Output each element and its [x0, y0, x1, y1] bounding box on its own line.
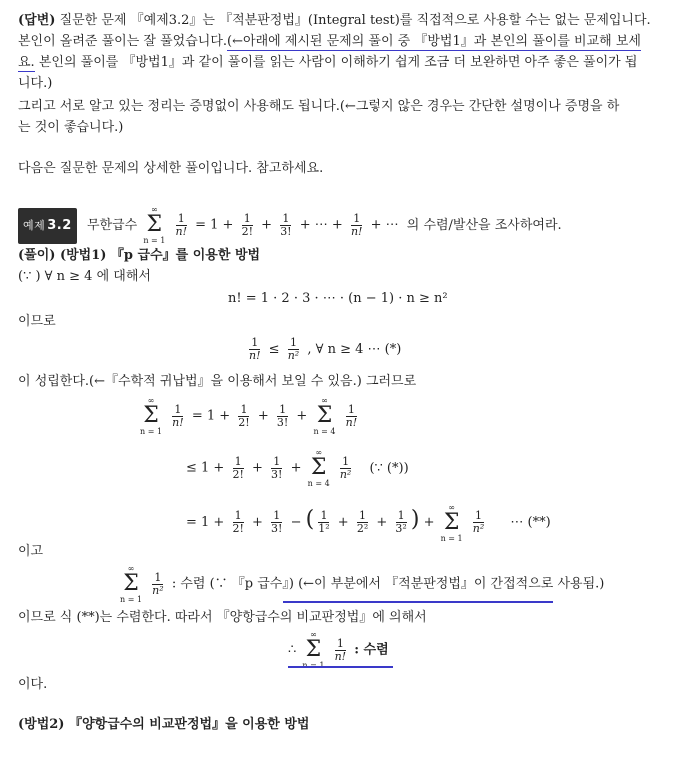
therefore-line: 이므로 식 (**)는 수렴한다. 따라서 『양항급수의 비교판정법』에 의해서	[18, 610, 427, 625]
convergence-note: (←이 부분에서 『적분판정법』이 간접적으로 사용됨.)	[298, 576, 605, 592]
factorial-inequality: n! = 1 · 2 · 3 · ⋯ · (n − 1) · n ≥ n²	[228, 291, 448, 306]
double-star-reference: ⋯ (**)	[510, 515, 551, 530]
holds-line: 이 성립한다.(←『수학적 귀납법』을 이용해서 보일 수 있음.) 그러므로	[18, 374, 417, 389]
star-reference: (∵ (*))	[369, 460, 409, 476]
sum-expansion-2: ≤ 1 + $\frac{1}{2!}$ + $\frac{1}{3!}$ + ∞ Σ n = 4 $\frac{1}{\text{n²}}$ (∵ (*))	[186, 448, 409, 488]
answer-line-2	[18, 33, 641, 51]
final-word: 이다.	[18, 677, 48, 692]
fraction: $\frac{1}{3!}$	[280, 211, 292, 238]
answer-line-1	[18, 12, 651, 30]
answer-line-3	[18, 54, 637, 72]
key-inequality: $\frac{1}{n!}$ ≤ $\frac{1}{\text{n²}}$ , ∀ n ≥ 4 ⋯ (*)	[249, 336, 402, 362]
answer-text-2a: 본인이 올려준 풀이는 잘 풀었습니다.	[18, 34, 228, 49]
fraction: $\frac{1}{n!}$	[172, 402, 184, 429]
final-result: ∴ ∞ Σ $\frac{1}{n!}$ : 수렴	[288, 630, 389, 671]
final-underline	[288, 666, 393, 668]
and-word: 이고	[18, 544, 44, 559]
therefore-word: 이므로	[18, 314, 56, 329]
method2-header: (방법2) 『양항급수의 비교판정법』을 이용한 방법	[18, 717, 310, 732]
fraction: $\frac{1}{n!}$	[334, 636, 347, 663]
solution-header: (풀이) (방법1) 『p 급수』를 이용한 방법	[18, 248, 261, 263]
fraction: $\frac{1}{2!}$	[232, 454, 244, 481]
answer-text-1: 질문한 문제 『예제3.2』는 『적분판정법』(Integral test)를 직접적으로 사용할 수는 없는 문제입니다.	[59, 13, 651, 28]
note-underline	[283, 601, 553, 603]
fraction: $\frac{1}{n!}$	[175, 211, 187, 238]
sum-symbol: ∞ Σ n = 4	[313, 396, 336, 436]
sum-symbol: ∞ Σ	[305, 630, 322, 662]
answer-line-7: 다음은 질문한 문제의 상세한 풀이입니다. 참고하세요.	[18, 161, 324, 176]
answer-line-4: 니다.)	[18, 76, 53, 91]
answer-text-3b: 본인의 풀이를 『방법1』과 같이 풀이를 읽는 사람이 이해하기 쉽게 조금 더 보완하면 아주 좋은 풀이가 됩	[34, 55, 638, 70]
fraction: $\frac{1}{\text{3²}}$	[395, 509, 407, 535]
sum-symbol: ∞ Σ n = 1	[440, 502, 463, 543]
example-lead: 무한급수	[86, 217, 138, 233]
fraction: $\frac{1}{\text{n²}}$	[287, 336, 300, 362]
fraction: $\frac{1}{\text{n²}}$	[472, 509, 485, 535]
fraction: $\frac{1}{n!}$	[249, 336, 261, 362]
sum-expansion-1: ∞ Σ n = 1 $\frac{1}{n!}$ = 1 + $\frac{1}{2!}$ + $\frac{1}{3!}$ + ∞ Σ n = 4 $\frac{1}{n!}$	[140, 396, 358, 436]
fraction: $\frac{1}{3!}$	[271, 509, 283, 535]
p-series-line	[118, 564, 604, 605]
sum-symbol: ∞ Σ n = 1	[143, 205, 166, 245]
fraction: $\frac{1}{\text{2²}}$	[356, 509, 369, 535]
answer-line-5: 그리고 서로 알고 있는 정리는 증명없이 사용해도 됩니다.(←그렇지 않은 경우는 간단한 설명이나 증명을 하	[18, 99, 620, 114]
fraction: $\frac{1}{\text{n²}}$	[152, 570, 164, 597]
fraction: $\frac{1}{2!}$	[238, 402, 250, 429]
example-badge: 예제 3.2	[18, 208, 77, 244]
fraction: $\frac{1}{\text{n²}}$	[339, 454, 352, 481]
sum-symbol: ∞ Σ n = 1	[120, 564, 143, 604]
fraction: $\frac{1}{3!}$	[276, 402, 289, 429]
fraction: $\frac{1}{2!}$	[241, 211, 254, 238]
sum-expansion-3: = 1 + $\frac{1}{2!}$ + $\frac{1}{3!}$ − ( $\frac{1}{\text{1²}}$ + $\frac{1}{\text{2²}}$ + $\frac{1}{\text{3²}}$ ) + ∞ Σ n = 1 $\frac{1}{\text{n²}}$ ⋯ (**)	[186, 502, 551, 543]
fraction: $\frac{1}{3!}$	[271, 454, 283, 481]
answer-line-6: 는 것이 좋습니다.)	[18, 120, 124, 135]
example-tail: 의 수렴/발산을 조사하여라.	[406, 217, 562, 233]
convergence-text: : 수렴 (∵ 『p 급수』)	[171, 576, 294, 592]
sum-symbol: ∞ Σ n = 4	[307, 448, 330, 488]
fraction: $\frac{1}{\text{1²}}$	[318, 509, 330, 535]
answer-text-3a: 요.	[18, 55, 35, 70]
final-convergence: : 수렴	[354, 642, 389, 658]
fraction: $\frac{1}{2!}$	[232, 509, 244, 535]
fraction: $\frac{1}{n!}$	[345, 402, 358, 429]
answer-text-2b: (←아래에 제시된 문제의 풀이 중 『방법1』과 본인의 풀이를 비교해 보세	[227, 34, 641, 49]
sum-symbol: ∞ Σ n = 1	[140, 396, 163, 436]
example-problem: 예제 3.2 무한급수 ∞ Σ n = 1 $\frac{1}{n!}$ = 1 + $\frac{1}{2!}$ + $\frac{1}{3!}$ + ⋯ + $\frac{1}{n!}$ + ⋯ 의 수렴/발산을 조사하여라.	[18, 205, 562, 245]
because-line: (∵ ) ∀ n ≥ 4 에 대해서	[18, 269, 151, 284]
answer-label: (답변)	[18, 13, 56, 28]
fraction: $\frac{1}{n!}$	[350, 211, 363, 238]
inequality-tail: , ∀ n ≥ 4 ⋯ (*)	[307, 342, 402, 357]
